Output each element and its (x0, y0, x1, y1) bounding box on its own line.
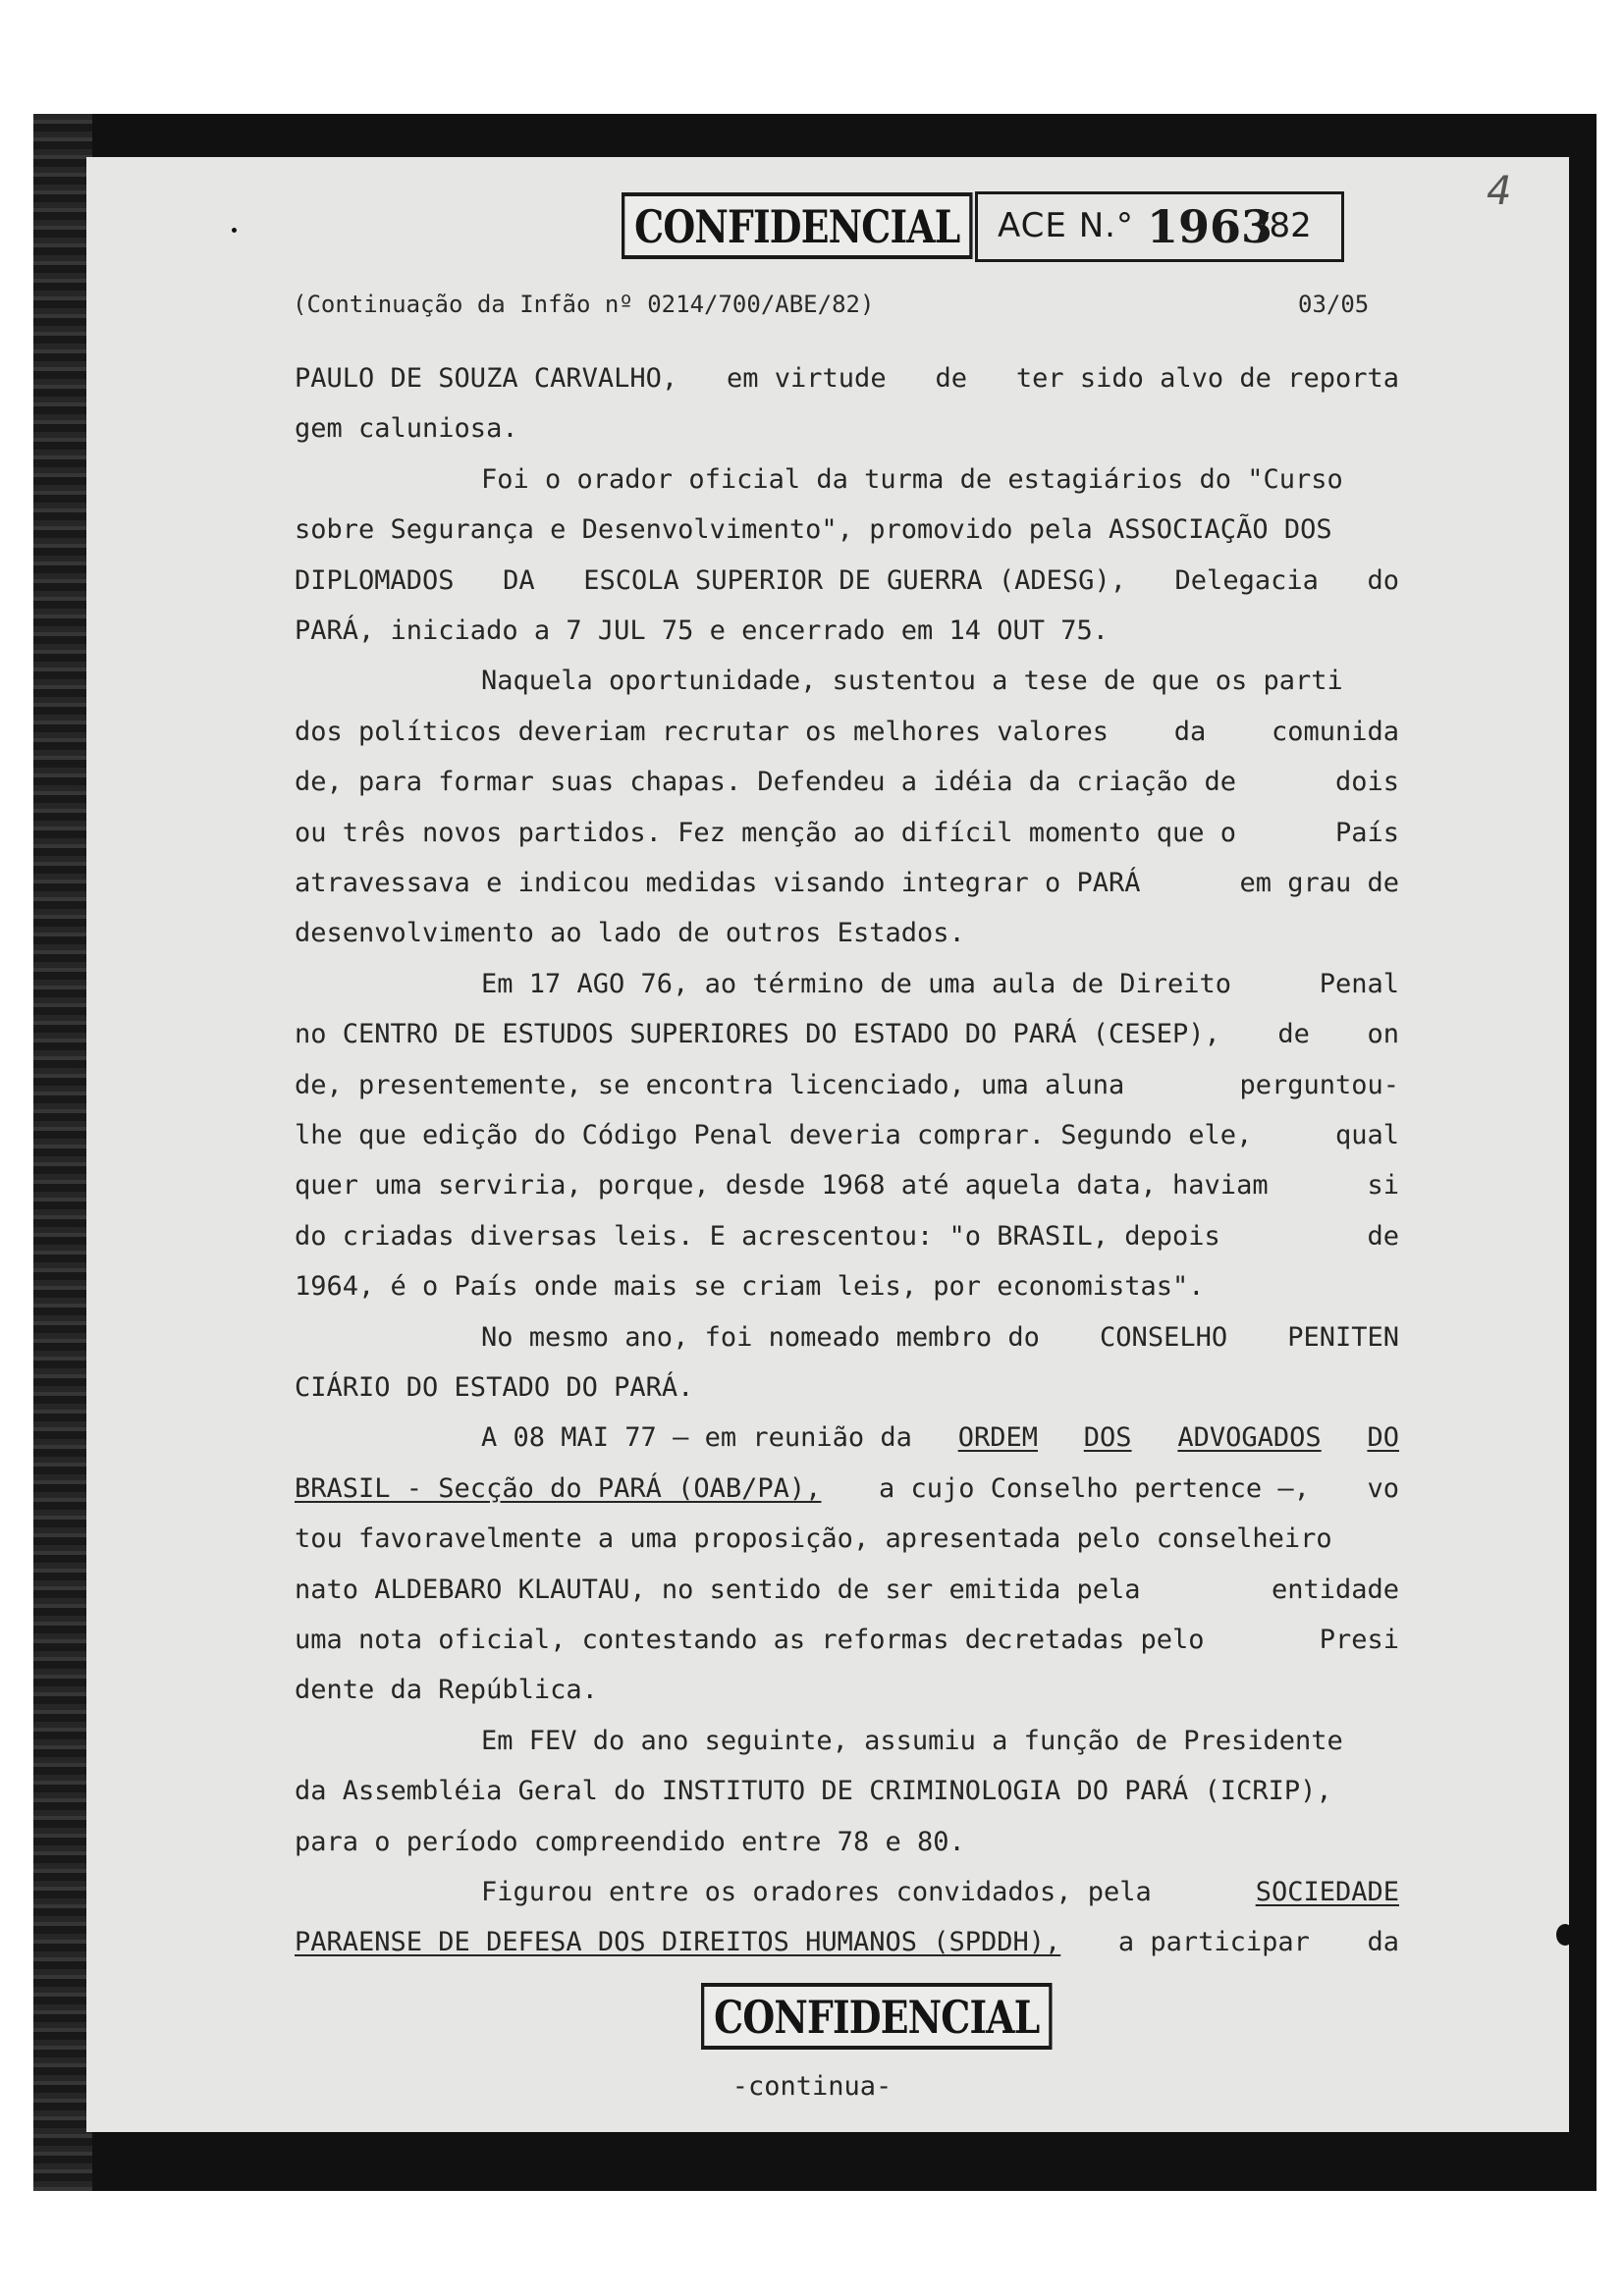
body-text-segment: sobre Segurança e Desenvolvimento", promovido pela ASSOCIAÇÃO DOS (295, 514, 1332, 546)
body-text-segment: desenvolvimento ao lado de outros Estados. (295, 918, 965, 949)
body-text-segment: Em 17 AGO 76, ao término de uma aula de Direito (481, 968, 1232, 999)
body-text-segment: si (1367, 1170, 1399, 1201)
body-line (295, 1368, 1399, 1408)
body-line (295, 1469, 1399, 1509)
body-text-segment: PARÁ, iniciado a 7 JUL 75 e encerrado em 14 OUT 75. (295, 615, 1110, 646)
body-text-segment: de (1367, 1220, 1399, 1252)
body-text-segment: Delegacia (1174, 564, 1319, 596)
body-text-segment: do criadas diversas leis. E acrescentou: "o BRASIL, depois (295, 1220, 1220, 1252)
body-text-segment: dos políticos deveriam recrutar os melhores valores (295, 716, 1110, 747)
body-text-segment: do (1367, 564, 1399, 596)
body-text-segment: ORDEM (957, 1422, 1038, 1454)
scan-speck (1556, 1924, 1574, 1946)
body-text-segment: dois (1334, 767, 1399, 798)
body-text-segment: vo (1367, 1472, 1399, 1504)
body-text-segment: qual (1334, 1120, 1399, 1150)
continua-marker: -continua- (731, 2071, 893, 2102)
body-text-segment: DOS (1083, 1422, 1132, 1454)
body-text-segment: Foi o orador oficial da turma de estagiários do "Curso (481, 463, 1343, 495)
body-line (295, 1217, 1399, 1256)
body-text-segment: de, presentemente, se encontra licenciado, uma aluna (295, 1069, 1125, 1100)
body-text-segment: atravessava e indicou medidas visando integrar o PARÁ (295, 868, 1141, 898)
body-text-segment: DA (503, 564, 535, 596)
confidential-stamp-top: CONFIDENCIAL (622, 192, 973, 259)
body-text-segment: Penal (1319, 968, 1399, 999)
body-line (295, 1722, 1399, 1761)
body-line (295, 1015, 1399, 1054)
ace-year: /82 (1258, 206, 1312, 245)
body-text-segment: País (1334, 817, 1399, 848)
body-text-segment: de, para formar suas chapas. Defendeu a idéia da criação de (295, 767, 1237, 798)
body-text-segment: CONSELHO (1100, 1321, 1228, 1353)
body-text-segment: em grau de (1239, 868, 1399, 898)
body-line (295, 612, 1399, 651)
body-text-segment: entidade (1271, 1574, 1399, 1605)
confidential-stamp-bottom: CONFIDENCIAL (701, 1983, 1053, 2050)
body-line (295, 1823, 1399, 1862)
body-text-segment: No mesmo ano, foi nomeado membro do (481, 1321, 1040, 1353)
body-line (295, 1923, 1399, 1962)
body-text-segment: quer uma serviria, porque, desde 1968 até aquela data, haviam (295, 1170, 1269, 1201)
body-line (295, 1166, 1399, 1205)
body-text-segment: nato ALDEBARO KLAUTAU, no sentido de ser emitida pela (295, 1574, 1141, 1605)
body-line (295, 1571, 1399, 1610)
body-text-segment: tou favoravelmente a uma proposição, apresentada pelo conselheiro (295, 1523, 1332, 1555)
body-text-segment: dente da República. (295, 1675, 598, 1706)
body-text-segment: Figurou entre os oradores convidados, pela (481, 1877, 1152, 1907)
body-text-segment: lhe que edição do Código Penal deveria comprar. Segundo ele, (295, 1120, 1253, 1150)
body-line (295, 965, 1399, 1004)
body-line (295, 510, 1399, 550)
body-line (295, 1418, 1399, 1458)
body-text-segment: BRASIL - Secção do PARÁ (OAB/PA), (295, 1472, 822, 1504)
body-text-segment: PAULO DE SOUZA CARVALHO, (295, 363, 678, 394)
body-text-segment: gem caluniosa. (295, 413, 518, 445)
continuation-header: (Continuação da Infão nº 0214/700/ABE/82) (293, 291, 875, 318)
body-line (295, 662, 1399, 701)
body-line (295, 1520, 1399, 1559)
body-text-segment: da (1173, 716, 1207, 747)
page-indicator: 03/05 (1298, 291, 1370, 318)
body-text-segment: on (1367, 1019, 1399, 1050)
body-line (295, 763, 1399, 802)
body-line (295, 460, 1399, 500)
body-text-segment: Presi (1319, 1625, 1399, 1655)
body-text-segment: SOCIEDADE (1255, 1877, 1399, 1907)
body-text-segment: de (935, 363, 967, 394)
body-text-segment: Em FEV do ano seguinte, assumiu a função de Presidente (481, 1725, 1343, 1756)
body-text-segment: PARAENSE DE DEFESA DOS DIREITOS HUMANOS (SPDDH), (295, 1927, 1061, 1958)
scan-edge-texture (33, 114, 92, 2191)
body-text-segment: DIPLOMADOS (295, 564, 455, 596)
body-text-segment: da (1367, 1927, 1399, 1958)
body-text-segment: a cujo Conselho pertence —, (879, 1472, 1310, 1504)
body-line (295, 1066, 1399, 1105)
ace-number: 1963 (1147, 200, 1273, 253)
body-text-segment: A 08 MAI 77 — em reunião da (481, 1422, 912, 1454)
body-text-segment: ou três novos partidos. Fez menção ao difícil momento que o (295, 817, 1237, 848)
body-text-segment: DO (1367, 1422, 1399, 1454)
body-text-segment: em virtude (727, 363, 887, 394)
body-text-segment: CIÁRIO DO ESTADO DO PARÁ. (295, 1372, 694, 1403)
body-line (295, 409, 1399, 449)
handwritten-page-number: 4 (1487, 169, 1512, 214)
body-line (295, 1621, 1399, 1660)
body-text-segment: ADVOGADOS (1177, 1422, 1322, 1454)
ace-number-box (975, 191, 1344, 262)
body-text-segment: uma nota oficial, contestando as reformas decretadas pelo (295, 1625, 1205, 1655)
scan-speck (232, 228, 237, 233)
body-text-segment: de (1277, 1019, 1310, 1050)
body-text-segment: da Assembléia Geral do INSTITUTO DE CRIMINOLOGIA DO PARÁ (ICRIP), (295, 1776, 1332, 1807)
body-line (295, 1267, 1399, 1307)
body-line (295, 914, 1399, 953)
body-text-segment: comunida (1271, 716, 1399, 747)
body-line (295, 359, 1399, 399)
body-text-segment: no CENTRO DE ESTUDOS SUPERIORES DO ESTADO DO PARÁ (CESEP), (295, 1019, 1220, 1050)
body-text-segment: para o período compreendido entre 78 e 80. (295, 1826, 965, 1857)
body-line (295, 1671, 1399, 1710)
body-text-segment: PENITEN (1287, 1321, 1399, 1353)
body-text-segment: Naquela oportunidade, sustentou a tese de que os parti (481, 666, 1343, 697)
body-line (295, 1116, 1399, 1155)
body-text-segment: perguntou- (1239, 1069, 1399, 1100)
body-line (295, 1318, 1399, 1358)
body-line (295, 1772, 1399, 1811)
body-line (295, 864, 1399, 903)
body-text-segment: a participar (1117, 1927, 1310, 1958)
body-line (295, 814, 1399, 853)
ace-label: ACE N.° (998, 206, 1134, 245)
body-text-segment: ESCOLA SUPERIOR DE GUERRA (ADESG), (583, 564, 1126, 596)
body-line (295, 1873, 1399, 1912)
body-text-segment: ter sido alvo de reporta (1015, 363, 1399, 394)
body-line (295, 713, 1399, 752)
body-line (295, 561, 1399, 601)
body-text-segment: 1964, é o País onde mais se criam leis, por economistas". (295, 1271, 1205, 1303)
